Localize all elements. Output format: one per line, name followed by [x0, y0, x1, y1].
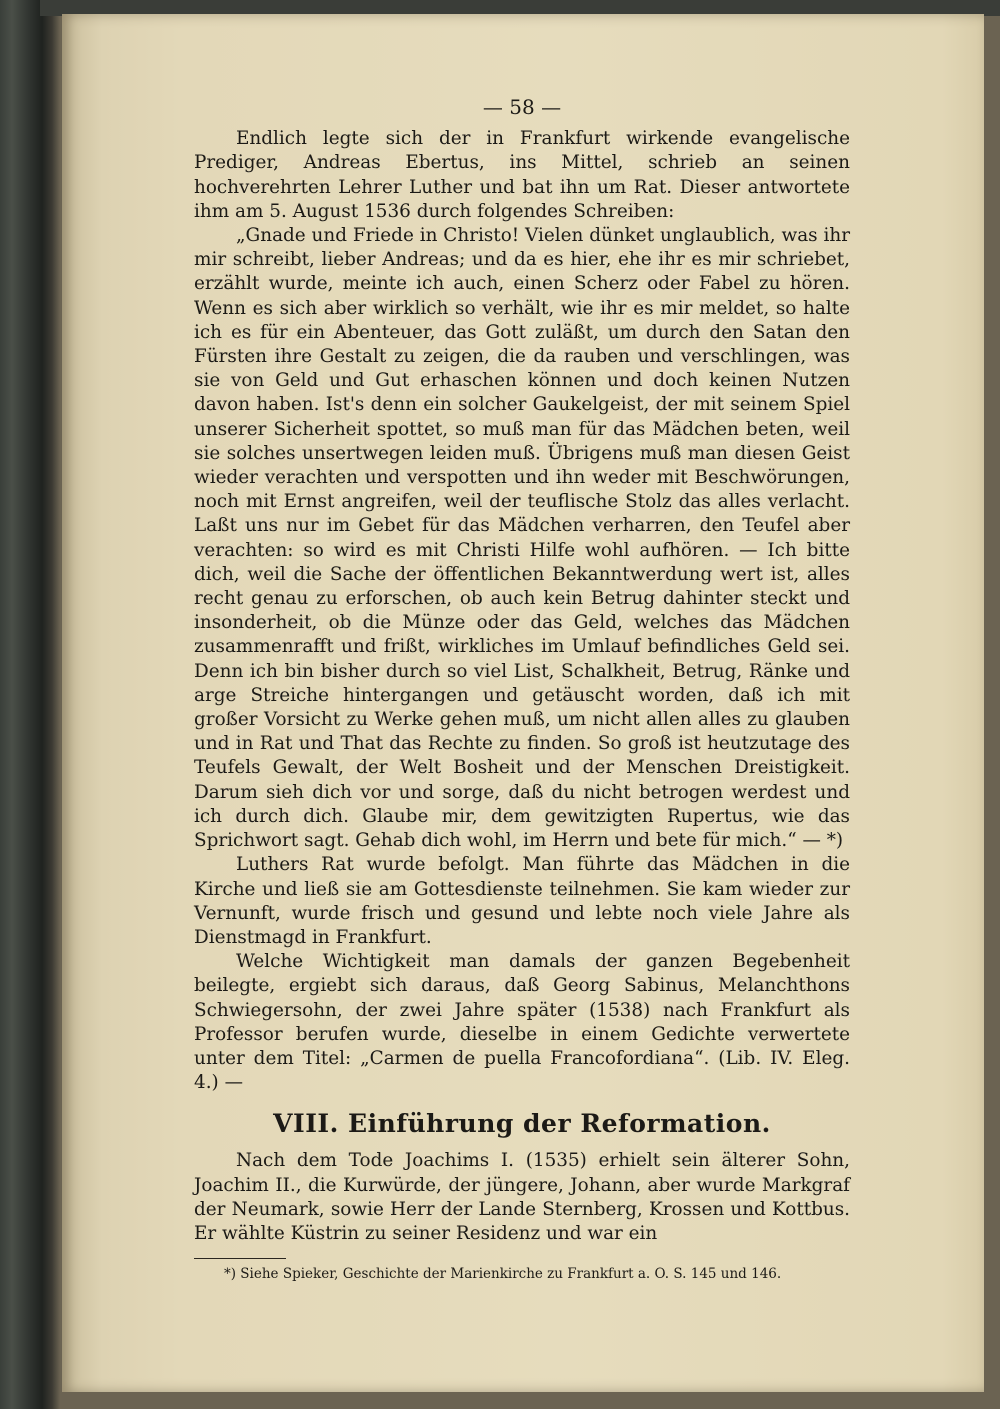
paragraph-outcome: Luthers Rat wurde befolgt. Man führte das Mädchen in die Kirche und ließ sie am Gottesdienste teilnehmen. Sie kam wieder zur Vernunft, wurde frisch und gesund und lebte noch viele Jahre als Dienstmagd in Frankfurt. — [194, 854, 850, 948]
section-heading: VIII. Einführung der Reformation. — [273, 1109, 771, 1139]
paragraph-ebertus: Endlich legte sich der in Frankfurt wirkende evangelische Prediger, Andreas Ebertus, ins Mittel, schrieb an seinen hochverehrten Lehrer Luther und bat ihn um Rat. Dieser antwortete ihm am 5. August 1536 durch folgendes Schreiben: — [194, 128, 850, 222]
paragraph-joachim: Nach dem Tode Joachims I. (1535) erhielt sein älterer Sohn, Joachim II., die Kurwürde, der jüngere, Johann, aber wurde Markgraf der Neumark, sowie Herr der Lande Sternberg, Krossen und Kottbus. Er wählte Küstrin zu seiner Residenz und war ein — [194, 1150, 850, 1244]
footnote-rule — [194, 1258, 286, 1259]
paragraph-luther-letter: „Gnade und Friede in Christo! Vielen dünket unglaublich, was ihr mir schreibt, lieber Andreas; und da es hier, ehe ihr es mir schriebet, erzählt wurde, meinte ich auch, einen Scherz oder Fabel zu hören. Wenn es sich aber wirklich so verhält, wie ihr es mir meldet, so halte ich es für ein Abenteuer, das Gott zuläßt, um durch den Satan den Fürsten ihre Gestalt zu zeigen, die da rauben und verschlingen, was sie von Geld und Gut erhaschen können und doch keinen Nutzen davon haben. Ist's denn ein solcher Gaukelgeist, der mit seinem Spiel unserer Sicherheit spottet, so muß man für das Mädchen beten, weil sie solches unsertwegen leiden muß. Übrigens muß man diesen Geist wieder verachten und verspotten und ihn weder mit Beschwörungen, noch mit Ernst angreifen, weil der teuflische Stolz das alles verlacht. Laßt uns nur im Gebet für das Mädchen verharren, den Teufel aber verachten: so wird es mit Christi Hilfe wohl aufhören. — Ich bitte dich, weil die Sache der öffentlichen Bekanntwerdung wert ist, alles recht genau zu erforschen, ob auch kein Betrug dahinter steckt und insonderheit, ob die Münze oder das Geld, welches das Mädchen zusammenrafft und frißt, wirkliches im Umlauf befindliches Geld sei. Denn ich bin bisher durch so viel List, Schalkheit, Betrug, Ränke und arge Streiche hintergangen und getäuscht worden, daß ich mit großer Vorsicht zu Werke gehen muß, um nicht allen alles zu glauben und in Rat und That das Rechte zu finden. So groß ist heutzutage des Teufels Gewalt, der Welt Bosheit und der Menschen Dreistigkeit. Darum sieh dich vor und sorge, daß du nicht betrogen werdest und ich durch dich. Glaube mir, dem gewitzigten Rupertus, wie das Sprichwort sagt. Gehab dich wohl, im Herrn und bete für mich.“ — *) — [194, 225, 850, 852]
paragraph-sabinus: Welche Wichtigkeit man damals der ganzen Begebenheit beilegte, ergiebt sich daraus, daß Georg Sabinus, Melanchthons Schwiegersohn, der zwei Jahre später (1538) nach Frankfurt als Professor berufen wurde, dieselbe in einem Gedichte verwertete unter dem Titel: „Carmen de puella Francofordiana“. (Lib. IV. Eleg. 4.) — — [194, 951, 850, 1094]
page-number: — 58 — — [482, 95, 562, 119]
page-text-block — [194, 95, 850, 1283]
footnote: *) Siehe Spieker, Geschichte der Marienkirche zu Frankfurt a. O. S. 145 und 146. — [224, 1266, 782, 1283]
